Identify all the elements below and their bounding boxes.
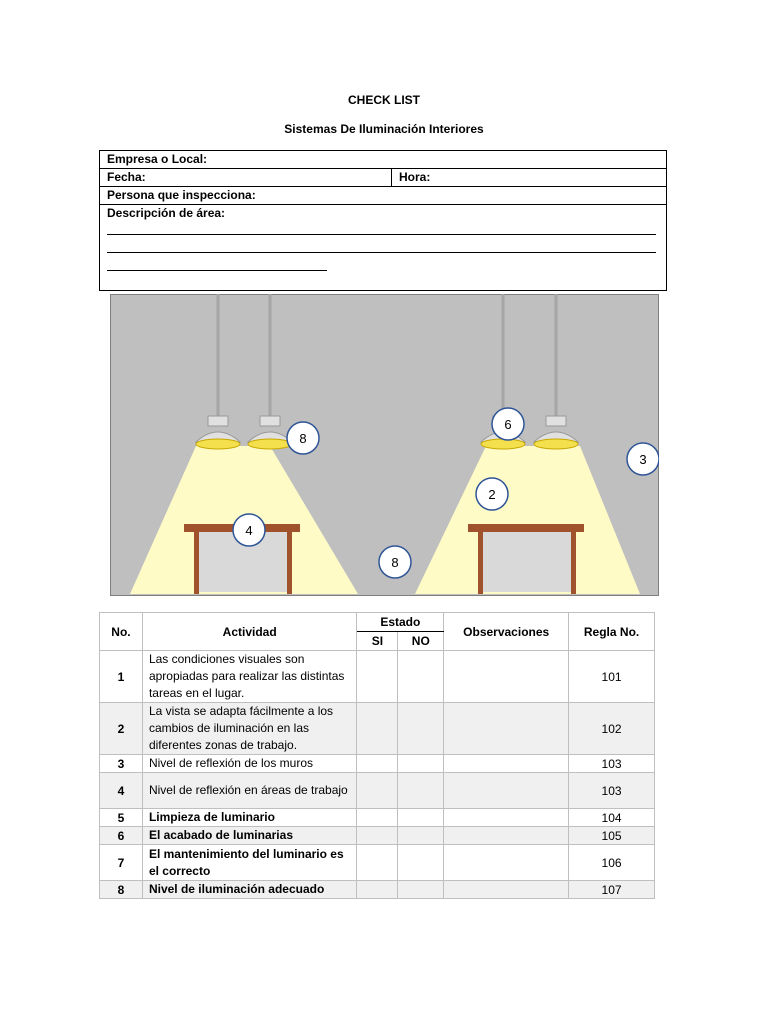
table-row — [100, 827, 655, 845]
table-row — [100, 881, 655, 899]
descripcion-label: Descripción de área: — [107, 206, 226, 220]
row-rule: 107 — [569, 881, 655, 899]
fecha-row — [100, 169, 666, 187]
header-no: No. — [100, 613, 143, 651]
row-rule: 103 — [569, 755, 655, 773]
empresa-label: Empresa o Local: — [107, 152, 208, 166]
table-row — [100, 755, 655, 773]
no-cell[interactable] — [398, 755, 444, 773]
si-cell[interactable] — [357, 703, 398, 755]
header-regla: Regla No. — [569, 613, 655, 651]
description-line — [107, 234, 656, 235]
row-rule: 106 — [569, 845, 655, 881]
table-row — [100, 773, 655, 809]
row-activity: Nivel de reflexión en áreas de trabajo — [142, 773, 356, 809]
persona-row — [100, 187, 666, 205]
observaciones-cell[interactable] — [444, 827, 569, 845]
checklist-table — [99, 612, 655, 899]
table-row — [100, 845, 655, 881]
marker-5 — [492, 408, 524, 440]
no-cell[interactable] — [398, 809, 444, 827]
observaciones-cell[interactable] — [444, 809, 569, 827]
row-activity: Limpieza de luminario — [142, 809, 356, 827]
row-number: 8 — [100, 881, 143, 899]
row-number: 7 — [100, 845, 143, 881]
svg-text:6: 6 — [504, 417, 512, 432]
descripcion-row — [100, 205, 666, 291]
observaciones-cell[interactable] — [444, 773, 569, 809]
si-cell[interactable] — [357, 809, 398, 827]
row-number: 4 — [100, 773, 143, 809]
observaciones-cell[interactable] — [444, 755, 569, 773]
si-cell[interactable] — [357, 773, 398, 809]
marker-6 — [287, 422, 319, 454]
row-number: 2 — [100, 703, 143, 755]
document-subtitle: Sistemas De Iluminación Interiores — [284, 122, 484, 136]
row-number: 1 — [100, 651, 143, 703]
empresa-row — [100, 151, 666, 169]
inspection-info-box — [99, 150, 667, 291]
header-si: SI — [357, 632, 398, 651]
si-cell[interactable] — [357, 845, 398, 881]
row-rule: 102 — [569, 703, 655, 755]
row-rule: 101 — [569, 651, 655, 703]
header-estado: Estado — [357, 613, 444, 632]
lighting-illustration — [110, 294, 659, 596]
no-cell[interactable] — [398, 651, 444, 703]
header-observaciones: Observaciones — [444, 613, 569, 651]
no-cell[interactable] — [398, 845, 444, 881]
persona-label: Persona que inspecciona: — [107, 188, 256, 202]
table-row — [100, 651, 655, 703]
table-row — [100, 703, 655, 755]
si-cell[interactable] — [357, 651, 398, 703]
row-rule: 103 — [569, 773, 655, 809]
document-title: CHECK LIST — [348, 93, 420, 107]
description-line — [107, 270, 327, 271]
marker-3 — [627, 443, 659, 475]
row-activity: Nivel de iluminación adecuado — [142, 881, 356, 899]
svg-text:3: 3 — [639, 452, 647, 467]
row-number: 3 — [100, 755, 143, 773]
row-number: 6 — [100, 827, 143, 845]
svg-text:8: 8 — [391, 555, 399, 570]
description-line — [107, 252, 656, 253]
table-row — [100, 809, 655, 827]
row-rule: 104 — [569, 809, 655, 827]
marker-2 — [476, 478, 508, 510]
marker-8 — [379, 546, 411, 578]
row-activity: Nivel de reflexión de los muros — [142, 755, 356, 773]
marker-4 — [233, 514, 265, 546]
si-cell[interactable] — [357, 881, 398, 899]
row-activity: Las condiciones visuales son apropiadas para realizar las distintas tareas en el lugar. — [142, 651, 356, 703]
header-actividad: Actividad — [142, 613, 356, 651]
table-right — [468, 524, 584, 594]
row-number: 5 — [100, 809, 143, 827]
no-cell[interactable] — [398, 827, 444, 845]
observaciones-cell[interactable] — [444, 845, 569, 881]
row-activity: El acabado de luminarias — [142, 827, 356, 845]
svg-text:8: 8 — [299, 431, 307, 446]
svg-text:4: 4 — [245, 523, 253, 538]
no-cell[interactable] — [398, 703, 444, 755]
si-cell[interactable] — [357, 827, 398, 845]
row-activity: La vista se adapta fácilmente a los cambios de iluminación en las diferentes zonas de trabajo. — [142, 703, 356, 755]
hora-label: Hora: — [391, 169, 430, 186]
svg-text:2: 2 — [488, 487, 496, 502]
header-no-col: NO — [398, 632, 444, 651]
row-rule: 105 — [569, 827, 655, 845]
no-cell[interactable] — [398, 773, 444, 809]
observaciones-cell[interactable] — [444, 703, 569, 755]
no-cell[interactable] — [398, 881, 444, 899]
fecha-label: Fecha: — [107, 170, 146, 184]
observaciones-cell[interactable] — [444, 881, 569, 899]
row-activity: El mantenimiento del luminario es el correcto — [142, 845, 356, 881]
observaciones-cell[interactable] — [444, 651, 569, 703]
si-cell[interactable] — [357, 755, 398, 773]
